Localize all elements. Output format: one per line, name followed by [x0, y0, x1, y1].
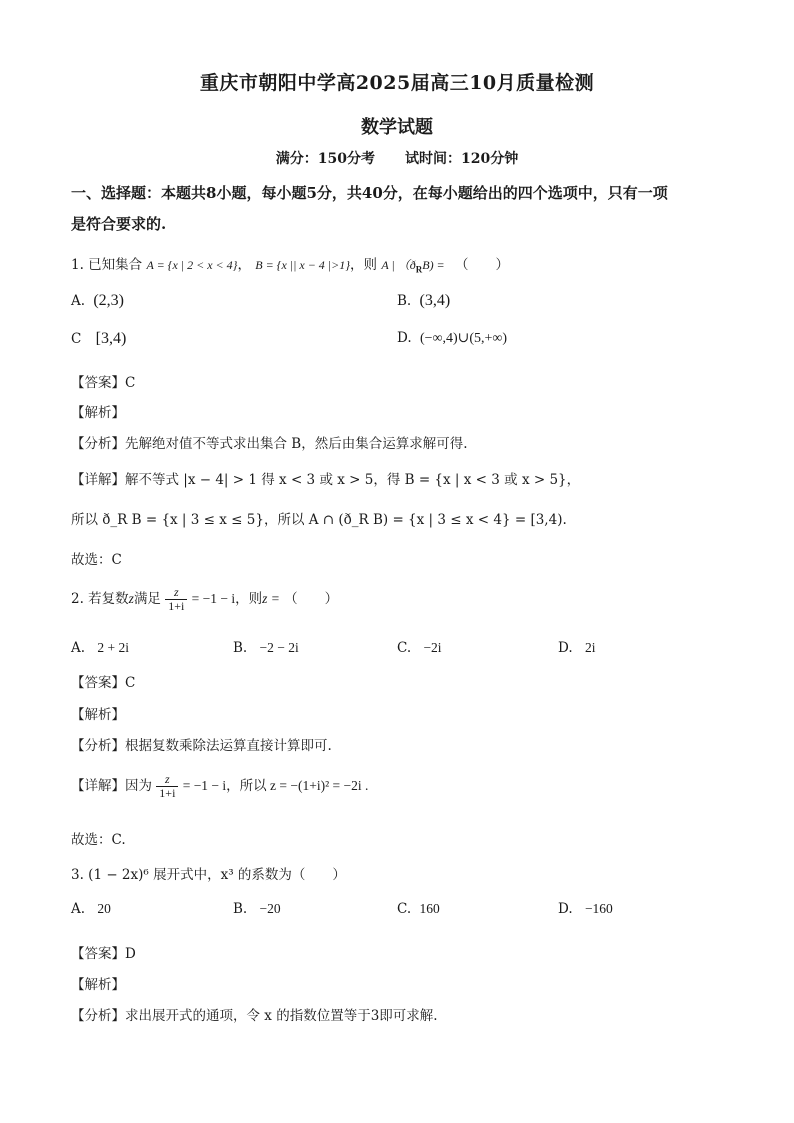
- q1-blank: （ ）: [454, 257, 509, 273]
- q1-analysis-fenxi: 【分析】先解绝对值不等式求出集合 B，然后由集合运算求解可得.: [71, 436, 468, 452]
- full-score: 满分：150分考: [275, 151, 375, 167]
- q1-analysis-heading: 【解析】: [71, 405, 125, 421]
- q3-option-d: D. −160: [558, 901, 613, 917]
- q2-answer: 【答案】C: [71, 675, 136, 691]
- q2-analysis-fenxi: 【分析】根据复数乘除法运算直接计算即可.: [71, 738, 332, 754]
- exam-info: [0, 148, 794, 168]
- q1-analysis-detail-1: 【详解】解不等式 |x − 4| > 1 得 x < 3 或 x > 5，得 B = {x | x < 3 或 x > 5}，: [71, 472, 581, 488]
- q2-analysis-heading: 【解析】: [71, 707, 125, 723]
- q2-conclusion: 故选：C.: [71, 832, 126, 848]
- q1-option-d: D. (−∞,4)∪(5,+∞): [397, 330, 508, 346]
- q1-option-a: A. (2,3): [71, 292, 124, 309]
- q2-stem: 2. 若复数z满足 $\frac{z}{1+i}$ = −1 − i，则z = （ ）: [71, 585, 339, 613]
- q3-analysis-fenxi: 【分析】求出展开式的通项，令 x 的指数位置等于3即可求解.: [71, 1008, 438, 1024]
- q3-option-c: C. 160: [397, 901, 440, 917]
- q2-analysis-detail: 【详解】因为 $\frac{z}{1+i}$ = −1 − i，所以 z = −(1+i)² = −2i .: [71, 772, 369, 800]
- q2-option-d: D. 2i: [558, 640, 596, 656]
- exam-subtitle: 数学试题: [361, 117, 433, 138]
- q1-answer: 【答案】C: [71, 375, 136, 391]
- q1-option-b: B. (3,4): [397, 292, 451, 309]
- q3-option-b: B. −20: [233, 901, 281, 917]
- q2-fraction: $\frac{z}{1+i}$: [165, 586, 187, 613]
- q2-option-c: C. −2i: [397, 640, 442, 656]
- q3-stem: 3. (1 − 2x)⁶ 展开式中，x³ 的系数为（ ）: [71, 867, 346, 883]
- q2-option-b: B. −2 − 2i: [233, 640, 299, 656]
- section-heading-line1: 一、选择题：本题共8小题，每小题5分，共40分，在每小题给出的四个选项中，只有一项: [71, 184, 668, 202]
- exam-title: 重庆市朝阳中学高2025届高三10月质量检测: [199, 72, 595, 94]
- q3-answer: 【答案】D: [71, 946, 136, 962]
- q1-stem: 1. 已知集合 A = {x | 2 < x < 4}， B = {x || x − 4 |>1}，则 A | $(ð_RB)$ = （ ）: [71, 257, 509, 275]
- q1-set-b: B = {x || x − 4 |>1}: [255, 258, 351, 272]
- q1-set-a: A = {x | 2 < x < 4}: [146, 258, 238, 272]
- exam-time: 试时间：120分钟: [405, 151, 519, 167]
- q1-analysis-detail-2: 所以 ð_R B = {x | 3 ≤ x ≤ 5}，所以 A ∩ (ð_R B) = {x | 3 ≤ x < 4} = [3,4).: [71, 512, 567, 528]
- q2-blank: （ ）: [284, 591, 339, 607]
- q2-detail-fraction: $\frac{z}{1+i}$: [156, 773, 178, 800]
- q1-conclusion: 故选：C: [71, 552, 122, 568]
- q2-option-a: A. 2 + 2i: [71, 640, 129, 656]
- q3-analysis-heading: 【解析】: [71, 977, 125, 993]
- q3-option-a: A. 20: [71, 901, 111, 917]
- section-heading-line2: 是符合要求的.: [71, 215, 167, 233]
- q1-option-c: C [3,4): [71, 330, 127, 347]
